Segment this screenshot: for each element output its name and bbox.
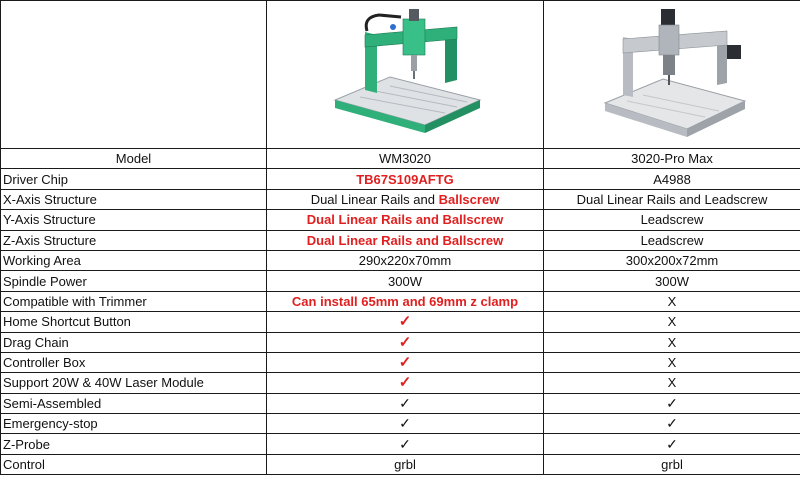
cnc-machine-b-image — [577, 5, 767, 145]
product-b-value: X — [544, 291, 800, 311]
row-label: Emergency-stop — [1, 414, 267, 434]
product-a-value — [267, 434, 544, 454]
table-row — [1, 169, 800, 189]
row-label: Driver Chip — [1, 169, 267, 189]
check-icon: ✓ — [399, 435, 411, 452]
product-b-name: 3020-Pro Max — [544, 149, 800, 169]
product-b-value: 300x200x72mm — [544, 250, 800, 270]
product-b-value: ✓ — [544, 393, 800, 413]
red-check-icon: ✓ — [398, 354, 412, 372]
row-label: Support 20W & 40W Laser Module — [1, 373, 267, 393]
product-a-value: 300W — [267, 271, 544, 291]
product-b-value: grbl — [544, 454, 800, 474]
row-label: Control — [1, 454, 267, 474]
product-b-value: Leadscrew — [544, 230, 800, 250]
table-row — [1, 434, 800, 454]
product-a-value — [267, 312, 544, 332]
row-label: Home Shortcut Button — [1, 312, 267, 332]
row-label: X-Axis Structure — [1, 189, 267, 209]
product-b-value: A4988 — [544, 169, 800, 189]
cnc-machine-a-image — [305, 5, 505, 145]
table-row — [1, 332, 800, 352]
table-row — [1, 454, 800, 474]
row-label: Controller Box — [1, 352, 267, 372]
row-label: Semi-Assembled — [1, 393, 267, 413]
table-row — [1, 373, 800, 393]
image-row — [1, 1, 800, 149]
table-row — [1, 250, 800, 270]
table-row — [1, 210, 800, 230]
red-check-icon: ✓ — [398, 374, 412, 392]
product-b-value: X — [544, 312, 800, 332]
product-a-value: TB67S109AFTG — [267, 169, 544, 189]
row-label: Z-Axis Structure — [1, 230, 267, 250]
product-a-value: Dual Linear Rails and Ballscrew — [267, 189, 544, 209]
check-icon: ✓ — [399, 394, 411, 411]
table-row — [1, 189, 800, 209]
product-b-value: 300W — [544, 271, 800, 291]
product-a-value — [267, 352, 544, 372]
table-row — [1, 352, 800, 372]
product-a-image-cell — [267, 1, 544, 149]
row-label: Z-Probe — [1, 434, 267, 454]
row-label: Working Area — [1, 250, 267, 270]
table-row — [1, 393, 800, 413]
table-row — [1, 414, 800, 434]
model-label: Model — [1, 149, 267, 169]
product-a-value: Dual Linear Rails and Ballscrew — [267, 230, 544, 250]
product-b-value: ✓ — [544, 414, 800, 434]
product-a-value — [267, 373, 544, 393]
product-a-value — [267, 414, 544, 434]
product-b-value: X — [544, 352, 800, 372]
row-label: Drag Chain — [1, 332, 267, 352]
product-a-value — [267, 332, 544, 352]
red-check-icon: ✓ — [398, 313, 412, 331]
product-a-value: grbl — [267, 454, 544, 474]
product-b-image-cell — [544, 1, 800, 149]
row-label: Y-Axis Structure — [1, 210, 267, 230]
table-row — [1, 271, 800, 291]
product-a-value: Can install 65mm and 69mm z clamp — [267, 291, 544, 311]
check-icon: ✓ — [399, 415, 411, 432]
header-row — [1, 149, 800, 169]
table-row — [1, 291, 800, 311]
product-a-value: Dual Linear Rails and Ballscrew — [267, 210, 544, 230]
product-a-value — [267, 393, 544, 413]
table-row — [1, 230, 800, 250]
product-a-name: WM3020 — [267, 149, 544, 169]
product-a-value: 290x220x70mm — [267, 250, 544, 270]
table-row — [1, 312, 800, 332]
red-check-icon: ✓ — [398, 333, 412, 351]
product-b-value: Dual Linear Rails and Leadscrew — [544, 189, 800, 209]
image-row-empty-cell — [1, 1, 267, 149]
product-b-value: Leadscrew — [544, 210, 800, 230]
product-b-value: X — [544, 373, 800, 393]
row-label: Spindle Power — [1, 271, 267, 291]
row-label: Compatible with Trimmer — [1, 291, 267, 311]
product-b-value: ✓ — [544, 434, 800, 454]
product-b-value: X — [544, 332, 800, 352]
